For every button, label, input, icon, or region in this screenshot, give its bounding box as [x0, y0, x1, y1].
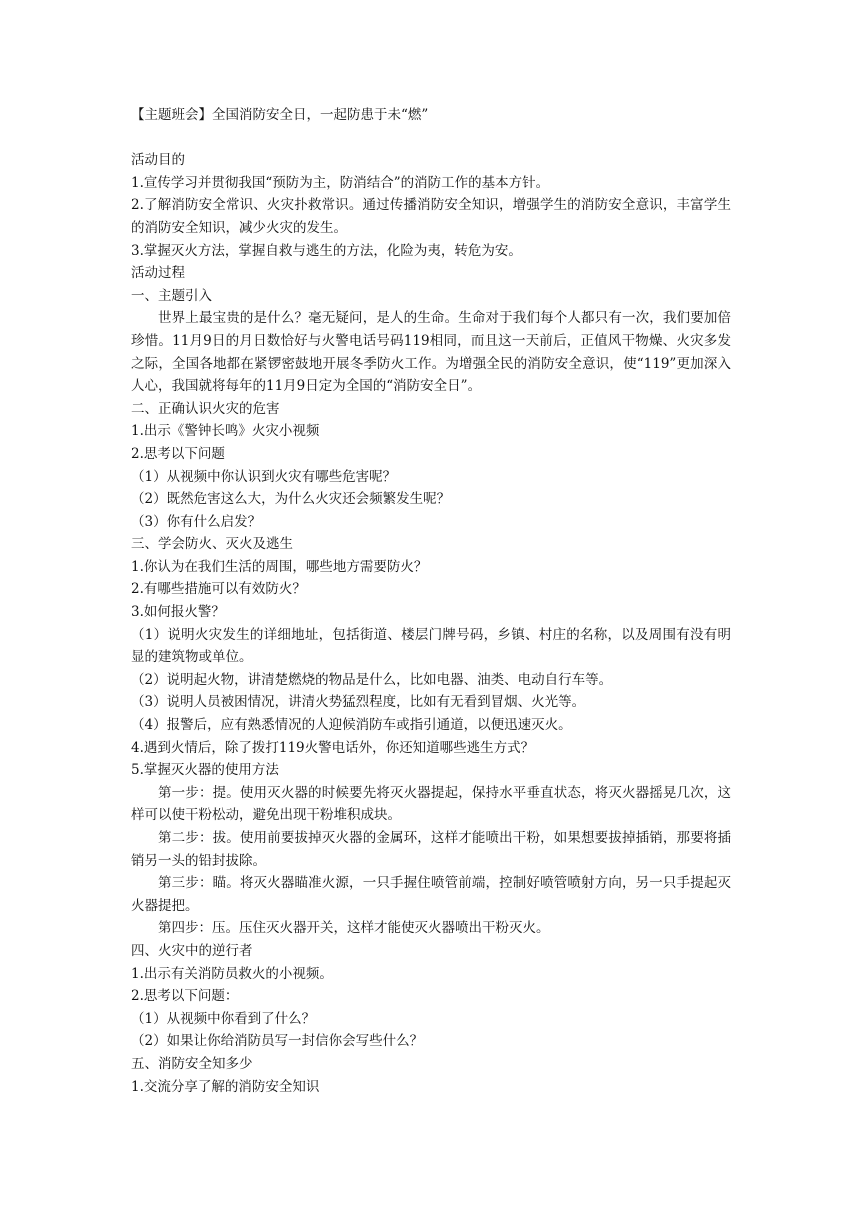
list-item: （2）如果让你给消防员写一封信你会写些什么？	[131, 1033, 424, 1050]
list-item: （1）从视频中你看到了什么？	[131, 1010, 316, 1027]
list-item: 2.有哪些措施可以有效防火？	[131, 581, 306, 598]
objective-item: 2.了解消防安全常识、火灾扑救常识。通过传播消防安全知识，增强学生的消防安全意识，丰富学生的消防安全知识，减少火灾的发生。	[131, 197, 731, 236]
section-heading: 四、火灾中的逆行者	[131, 942, 253, 959]
list-item: （3）你有什么启发？	[131, 513, 262, 530]
list-item: （1）从视频中你认识到火灾有哪些危害呢？	[131, 468, 397, 485]
list-item: 2.思考以下问题：	[131, 988, 239, 1005]
section-heading: 一、主题引入	[131, 287, 212, 304]
list-item: （3）说明人员被困情况，讲清火势猛烈程度，比如有无看到冒烟、火光等。	[131, 694, 586, 711]
section-heading: 三、学会防火、灭火及逃生	[131, 536, 293, 553]
extinguisher-step: 第一步：提。使用灭火器的时候要先将灭火器提起，保持水平垂直状态，将灭火器摇晃几次，这样可以使干粉松动，避免出现干粉堆积成块。	[131, 784, 731, 824]
section-heading: 二、正确认识火灾的危害	[131, 400, 280, 417]
extinguisher-step: 第四步：压。压住灭火器开关，这样才能使灭火器喷出干粉灭火。	[158, 920, 550, 937]
list-item: 3.如何报火警？	[131, 604, 225, 621]
objective-item: 3.掌握灭火方法，掌握自救与逃生的方法，化险为夷，转危为安。	[131, 242, 522, 259]
list-item: 4.遇到火情后，除了拨打119火警电话外，你还知道哪些逃生方式？	[131, 739, 535, 756]
list-item: 5.掌握灭火器的使用方法	[131, 762, 279, 779]
list-item: 1.出示《警钟长鸣》火灾小视频	[131, 423, 320, 440]
process-heading: 活动过程	[131, 265, 185, 282]
list-item: 1.交流分享了解的消防安全知识	[131, 1078, 320, 1095]
intro-paragraph: 世界上最宝贵的是什么？毫无疑问，是人的生命。生命对于我们每个人都只有一次，我们要加倍珍惜。11月9日的月日数恰好与火警电话号码119相同，而且这一天前后，正值风干物燥、火灾多发之际，全国各地都在紧锣密鼓地开展冬季防火工作。为增强全民的消防安全意识，使“119”更加深入人心，我国就将每年的11月9日定为全国的“消防安全日”。	[131, 310, 731, 395]
document-page	[131, 104, 731, 1098]
objective-item: 1.宣传学习并贯彻我国“预防为主，防消结合”的消防工作的基本方针。	[131, 174, 550, 191]
list-item: 2.思考以下问题	[131, 445, 225, 462]
list-item: 1.你认为在我们生活的周围，哪些地方需要防火？	[131, 558, 428, 575]
list-item: （2）既然危害这么大，为什么火灾还会频繁发生呢？	[131, 491, 451, 508]
section-heading: 五、消防安全知多少	[131, 1055, 253, 1072]
extinguisher-step: 第二步：拔。使用前要拔掉灭火器的金属环，这样才能喷出干粉，如果想要拔掉插销，那要将插销另一头的铅封拔除。	[131, 830, 731, 869]
extinguisher-step: 第三步：瞄。将灭火器瞄准火源，一只手握住喷管前端，控制好喷管喷射方向，另一只手提起灭火器提把。	[131, 875, 731, 914]
list-item: （1）说明火灾发生的详细地址，包括街道、楼层门牌号码，乡镇、村庄的名称，以及周围有没有明显的建筑物或单位。	[131, 626, 731, 666]
list-item: 1.出示有关消防员救火的小视频。	[131, 965, 333, 982]
document-title: 【主题班会】全国消防安全日，一起防患于未“燃”	[131, 107, 429, 123]
objectives-heading: 活动目的	[131, 152, 185, 169]
list-item: （4）报警后，应有熟悉情况的人迎候消防车或指引通道，以便迅速灭火。	[131, 717, 572, 734]
list-item: （2）说明起火物，讲清楚燃烧的物品是什么，比如电器、油类、电动自行车等。	[131, 671, 613, 688]
